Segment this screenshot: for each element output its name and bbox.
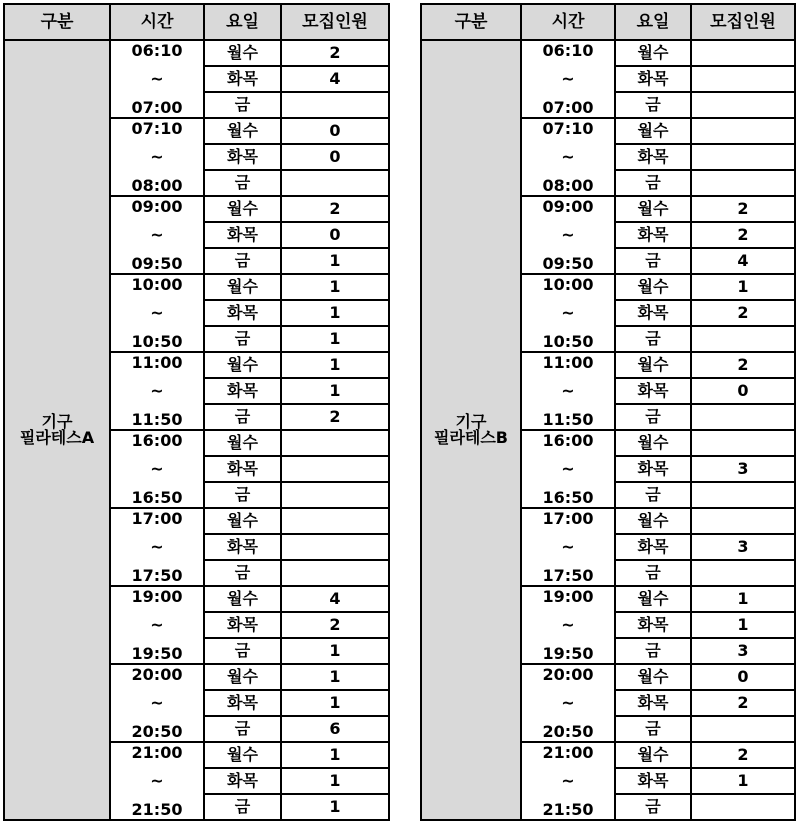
- time-end: 20:50: [131, 722, 183, 741]
- time-separator: ~: [561, 381, 575, 400]
- time-start: 16:00: [542, 431, 594, 450]
- count-cell: 0: [281, 144, 389, 170]
- time-separator: ~: [561, 537, 575, 556]
- day-cell: 화목: [204, 456, 281, 482]
- count-cell: 2: [691, 352, 795, 378]
- time-slot-cell: [521, 664, 615, 742]
- count-cell: 3: [691, 534, 795, 560]
- time-end: 07:00: [542, 98, 594, 117]
- time-separator: ~: [150, 303, 164, 322]
- count-cell: 4: [281, 66, 389, 92]
- count-cell: [691, 508, 795, 534]
- day-cell: 금: [204, 482, 281, 508]
- header-count: 모집인원: [281, 4, 389, 40]
- day-cell: 월수: [615, 118, 691, 144]
- time-separator: ~: [561, 303, 575, 322]
- count-cell: [691, 430, 795, 456]
- time-separator: ~: [561, 693, 575, 712]
- day-cell: 화목: [615, 690, 691, 716]
- time-start: 20:00: [542, 665, 594, 684]
- day-cell: 월수: [204, 352, 281, 378]
- header-day: 요일: [204, 4, 281, 40]
- day-cell: 화목: [615, 378, 691, 404]
- day-cell: 화목: [204, 66, 281, 92]
- day-cell: 월수: [204, 742, 281, 768]
- time-separator: ~: [150, 147, 164, 166]
- count-cell: 2: [281, 40, 389, 66]
- time-start: 10:00: [542, 275, 594, 294]
- count-cell: 2: [691, 222, 795, 248]
- time-end: 17:50: [131, 566, 183, 585]
- day-cell: 화목: [615, 456, 691, 482]
- schedule-table-a: [3, 3, 390, 821]
- time-start: 11:00: [131, 353, 183, 372]
- time-start: 10:00: [131, 275, 183, 294]
- category-line-1: 기구: [41, 412, 73, 431]
- day-cell: 화목: [204, 690, 281, 716]
- count-cell: [281, 534, 389, 560]
- time-separator: ~: [150, 69, 164, 88]
- count-cell: [691, 144, 795, 170]
- count-cell: [691, 404, 795, 430]
- count-cell: 1: [281, 690, 389, 716]
- time-start: 07:10: [542, 119, 594, 138]
- time-start: 07:10: [131, 119, 183, 138]
- day-cell: 월수: [615, 664, 691, 690]
- day-cell: 금: [615, 92, 691, 118]
- day-cell: 금: [615, 794, 691, 820]
- count-cell: 3: [691, 638, 795, 664]
- count-cell: 1: [281, 768, 389, 794]
- count-cell: 1: [281, 794, 389, 820]
- day-cell: 화목: [204, 612, 281, 638]
- category-cell: [421, 40, 521, 820]
- time-slot-cell: [521, 40, 615, 118]
- count-cell: 4: [281, 586, 389, 612]
- day-cell: 화목: [204, 378, 281, 404]
- time-separator: ~: [150, 381, 164, 400]
- count-cell: [691, 326, 795, 352]
- day-cell: 금: [204, 326, 281, 352]
- day-cell: 월수: [204, 430, 281, 456]
- header-category: 구분: [4, 4, 110, 40]
- time-separator: ~: [150, 615, 164, 634]
- day-cell: 금: [204, 638, 281, 664]
- count-cell: 4: [691, 248, 795, 274]
- time-separator: ~: [561, 69, 575, 88]
- time-separator: ~: [561, 459, 575, 478]
- count-cell: 1: [281, 248, 389, 274]
- time-start: 06:10: [542, 41, 594, 60]
- count-cell: [281, 456, 389, 482]
- time-end: 07:00: [131, 98, 183, 117]
- time-separator: ~: [150, 537, 164, 556]
- time-start: 21:00: [131, 743, 183, 762]
- day-cell: 금: [204, 794, 281, 820]
- time-separator: ~: [150, 225, 164, 244]
- time-slot-cell: [110, 508, 204, 586]
- time-slot-cell: [521, 274, 615, 352]
- day-cell: 금: [615, 248, 691, 274]
- time-slot-cell: [521, 586, 615, 664]
- count-cell: [281, 430, 389, 456]
- time-end: 21:50: [542, 800, 594, 819]
- count-cell: [691, 716, 795, 742]
- day-cell: 금: [204, 248, 281, 274]
- count-cell: 1: [691, 274, 795, 300]
- day-cell: 금: [204, 92, 281, 118]
- time-end: 11:50: [542, 410, 594, 429]
- time-start: 06:10: [131, 41, 183, 60]
- count-cell: [691, 170, 795, 196]
- day-cell: 화목: [204, 768, 281, 794]
- time-end: 21:50: [131, 800, 183, 819]
- header-day: 요일: [615, 4, 691, 40]
- time-end: 16:50: [131, 488, 183, 507]
- count-cell: [281, 170, 389, 196]
- time-slot-cell: [521, 742, 615, 820]
- day-cell: 화목: [615, 144, 691, 170]
- header-time: 시간: [521, 4, 615, 40]
- count-cell: 1: [281, 664, 389, 690]
- day-cell: 월수: [615, 40, 691, 66]
- day-cell: 금: [204, 716, 281, 742]
- count-cell: 2: [691, 196, 795, 222]
- count-cell: 1: [281, 378, 389, 404]
- category-line-2: 필라테스A: [19, 428, 95, 447]
- time-end: 17:50: [542, 566, 594, 585]
- time-slot-cell: [110, 118, 204, 196]
- day-cell: 화목: [615, 534, 691, 560]
- count-cell: 2: [691, 690, 795, 716]
- day-cell: 월수: [204, 40, 281, 66]
- day-cell: 화목: [615, 66, 691, 92]
- count-cell: [281, 482, 389, 508]
- time-slot-cell: [110, 586, 204, 664]
- time-slot-cell: [110, 352, 204, 430]
- day-cell: 월수: [615, 430, 691, 456]
- day-cell: 화목: [204, 300, 281, 326]
- schedule-table-b: [420, 3, 796, 821]
- time-separator: ~: [561, 771, 575, 790]
- day-cell: 월수: [615, 508, 691, 534]
- time-end: 19:50: [131, 644, 183, 663]
- time-end: 20:50: [542, 722, 594, 741]
- time-end: 08:00: [542, 176, 594, 195]
- count-cell: [691, 66, 795, 92]
- header-row: [421, 4, 795, 40]
- count-cell: [691, 482, 795, 508]
- table-row: [421, 40, 795, 66]
- day-cell: 월수: [615, 586, 691, 612]
- count-cell: 2: [281, 612, 389, 638]
- time-end: 08:00: [131, 176, 183, 195]
- time-separator: ~: [561, 225, 575, 244]
- header-category: 구분: [421, 4, 521, 40]
- day-cell: 화목: [204, 144, 281, 170]
- count-cell: 1: [691, 768, 795, 794]
- time-end: 19:50: [542, 644, 594, 663]
- count-cell: [691, 560, 795, 586]
- header-row: [4, 4, 389, 40]
- time-end: 11:50: [131, 410, 183, 429]
- count-cell: 0: [691, 664, 795, 690]
- time-slot-cell: [521, 118, 615, 196]
- time-end: 09:50: [542, 254, 594, 273]
- header-time: 시간: [110, 4, 204, 40]
- count-cell: 1: [281, 300, 389, 326]
- count-cell: 0: [691, 378, 795, 404]
- count-cell: 1: [281, 274, 389, 300]
- day-cell: 월수: [204, 586, 281, 612]
- time-start: 20:00: [131, 665, 183, 684]
- time-slot-cell: [521, 508, 615, 586]
- category-cell: [4, 40, 110, 820]
- time-slot-cell: [110, 430, 204, 508]
- day-cell: 화목: [615, 300, 691, 326]
- day-cell: 금: [615, 716, 691, 742]
- day-cell: 월수: [204, 508, 281, 534]
- time-slot-cell: [110, 274, 204, 352]
- time-end: 09:50: [131, 254, 183, 273]
- count-cell: [281, 92, 389, 118]
- day-cell: 월수: [615, 742, 691, 768]
- time-separator: ~: [150, 693, 164, 712]
- time-start: 21:00: [542, 743, 594, 762]
- category-line-1: 기구: [455, 412, 487, 431]
- count-cell: 1: [281, 638, 389, 664]
- time-end: 10:50: [131, 332, 183, 351]
- count-cell: 1: [281, 742, 389, 768]
- time-separator: ~: [561, 615, 575, 634]
- day-cell: 월수: [204, 196, 281, 222]
- day-cell: 금: [615, 326, 691, 352]
- day-cell: 월수: [204, 664, 281, 690]
- day-cell: 월수: [204, 274, 281, 300]
- time-separator: ~: [561, 147, 575, 166]
- time-slot-cell: [110, 196, 204, 274]
- header-count: 모집인원: [691, 4, 795, 40]
- count-cell: [691, 92, 795, 118]
- time-start: 19:00: [131, 587, 183, 606]
- day-cell: 화목: [615, 768, 691, 794]
- count-cell: 1: [281, 352, 389, 378]
- count-cell: 3: [691, 456, 795, 482]
- count-cell: 2: [691, 742, 795, 768]
- time-start: 11:00: [542, 353, 594, 372]
- day-cell: 화목: [204, 534, 281, 560]
- day-cell: 금: [615, 170, 691, 196]
- time-end: 16:50: [542, 488, 594, 507]
- time-slot-cell: [110, 40, 204, 118]
- day-cell: 금: [615, 560, 691, 586]
- time-separator: ~: [150, 771, 164, 790]
- count-cell: 1: [691, 612, 795, 638]
- day-cell: 월수: [615, 274, 691, 300]
- count-cell: 1: [281, 326, 389, 352]
- time-start: 09:00: [542, 197, 594, 216]
- day-cell: 화목: [615, 222, 691, 248]
- time-slot-cell: [521, 430, 615, 508]
- count-cell: 6: [281, 716, 389, 742]
- time-start: 19:00: [542, 587, 594, 606]
- day-cell: 월수: [615, 196, 691, 222]
- time-slot-cell: [110, 664, 204, 742]
- day-cell: 금: [615, 482, 691, 508]
- time-slot-cell: [521, 352, 615, 430]
- time-start: 17:00: [542, 509, 594, 528]
- count-cell: 0: [281, 118, 389, 144]
- count-cell: 2: [281, 404, 389, 430]
- table-row: [4, 40, 389, 66]
- count-cell: [281, 560, 389, 586]
- day-cell: 금: [615, 404, 691, 430]
- time-start: 09:00: [131, 197, 183, 216]
- category-line-2: 필라테스B: [433, 428, 509, 447]
- count-cell: 1: [691, 586, 795, 612]
- time-separator: ~: [150, 459, 164, 478]
- time-start: 17:00: [131, 509, 183, 528]
- time-end: 10:50: [542, 332, 594, 351]
- time-start: 16:00: [131, 431, 183, 450]
- day-cell: 화목: [615, 612, 691, 638]
- day-cell: 화목: [204, 222, 281, 248]
- day-cell: 금: [204, 404, 281, 430]
- day-cell: 월수: [615, 352, 691, 378]
- count-cell: [691, 794, 795, 820]
- count-cell: 2: [281, 196, 389, 222]
- count-cell: [281, 508, 389, 534]
- count-cell: 2: [691, 300, 795, 326]
- count-cell: [691, 40, 795, 66]
- time-slot-cell: [521, 196, 615, 274]
- day-cell: 금: [615, 638, 691, 664]
- day-cell: 월수: [204, 118, 281, 144]
- count-cell: [691, 118, 795, 144]
- day-cell: 금: [204, 170, 281, 196]
- count-cell: 0: [281, 222, 389, 248]
- time-slot-cell: [110, 742, 204, 820]
- day-cell: 금: [204, 560, 281, 586]
